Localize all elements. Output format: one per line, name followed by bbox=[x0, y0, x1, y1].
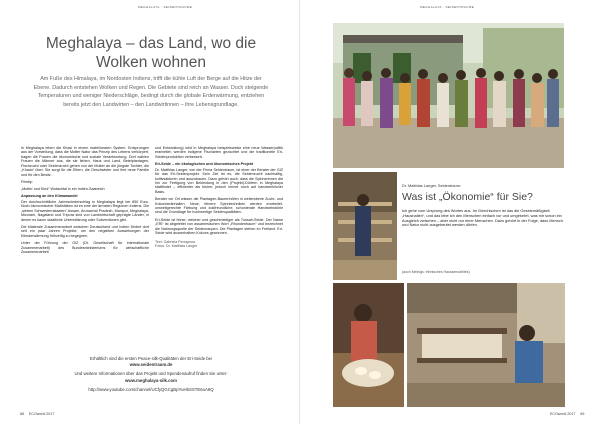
photo-worker bbox=[333, 172, 397, 280]
footer-line: Und weitere Informationen über das Projekt und Spendenaufruf finden Sie unter: bbox=[74, 371, 228, 377]
paragraph: Berater vor Ort wissen die Plantagen-Bauernhöfen in weitersberie Zucht- und Kokonbedinhalten. Neue, feinere Spinntechniken werden erarbeitet, umweltgerechte Färbung und kokfreundliche, schonlerate Handwebstühle sind die Grundlage für hochwertige Seidenqualitäten. bbox=[155, 197, 283, 215]
paragraph: und Entwicklung) wird in Meghalaya beispielsweise eine neue Wasserpolitik erarbeitet; werden indigene Fischarten gezüchtet und die traditionelle Eri-Seidenproduktion verbessert. bbox=[155, 146, 283, 159]
text-column-1 bbox=[21, 146, 149, 257]
article-lead: Am Fuße des Himalaya, im Nordosten Indiens, trifft die kühle Luft der Berge auf die Hitze der Ebene. Dadurch entstehen Wolken und Regen. Die Gebiete sind reich an Wasser. Doch steigende Temperaturen und weniger Niederschläge, bedingt durch die globale Erderwärmung, entziehen bereits jetzt den Landwirten – den Landwirtinnen – ihre Lebensgrundlage. bbox=[33, 76, 269, 108]
paragraph: Der durchschnittliche Jahresniederschlag in Meghalaya liegt bei 850 Euro. Noch ökonomischer Maßstäben ist es eine der ärmsten Regionen Indiens. Die „sieben Schwesternstaaten“ Assam, Arunachal Pradesh, Manipur, Meghalaya, Mizoram, Nagaland und Tripura sind von Landwirtschaft geprägte Länder, in denen es kaum staatliche Unterstützung oder Subventionen gibt. bbox=[21, 199, 149, 222]
section-heading: Eri-Seide – ein ökologisches und ökonomisches Projekt bbox=[155, 162, 254, 167]
footer-link[interactable]: www.seidentraum.de bbox=[129, 362, 173, 368]
page-number-right bbox=[550, 412, 584, 416]
footer-link[interactable]: www.meghalaya-silk.com bbox=[125, 377, 177, 383]
text-credit: Text: Gabriela Pennymos bbox=[155, 239, 196, 244]
section-heading: Anpassung an den Klimawandel bbox=[21, 194, 78, 199]
paragraph: Filmtip: bbox=[21, 179, 33, 184]
photo-woman-weaving bbox=[407, 283, 565, 407]
photo-women-group bbox=[333, 23, 564, 168]
paragraph: Die bilaterale Zusammenarbeit zwischen Deutschland und Indien fördert dort seit ein paar Jahren Projekte, um den negativen Auswirkungen der Klimaerwärmung frühzeitig zu begegnen. bbox=[21, 224, 149, 238]
paragraph: Eri-Seide ist feiner, weicher und geschmeidiger als Tussah-Seide. Der Name „ERI“ ist abgeleitet von assamesischen Wort „Rhundenbaum“ und bezeichnet die Nahrungsquelle der Seidenraupen. Die Plantagen stehen im Freiland. Eri-Seide wird ausserhalben Kokons gewonnen. bbox=[155, 217, 283, 236]
text-column-2 bbox=[155, 146, 283, 248]
sidebox-heading: Was ist „Ökonomie“ für Sie? bbox=[402, 191, 533, 203]
running-head-left: MEGHALAYA · SEIDENTRAUME bbox=[138, 5, 193, 9]
sidebox-text: Ich gehe vom Ursprung des Wortes aus. Im Griechischen ist das die Gesetzmäßigkeit „Haushalten“, und das lebe ich den Menschen einfach vor und umgekehrt, was mir schon ein Ausgleich zwischen – aber nicht nur einer Menschen. Dazu gehört in der Folge, dass Mensch und Natur nicht ausgebeutet werden dürfen. bbox=[402, 208, 563, 228]
photo-woman-cocoons bbox=[333, 283, 404, 407]
paragraph: Unter der Führung der GIZ (Dt. Gesellschaft für internationale Zusammenarbeit) des Bundesministeriums für wirtschaftliche Zusammenarbeit bbox=[21, 241, 149, 255]
article-footer bbox=[20, 356, 282, 393]
footer-link[interactable]: http://www.youtube.com/channel/UCfyQGCgBpYuHbSSTE6oA6Q bbox=[88, 386, 214, 392]
magazine-name: ECOworld 2017 bbox=[550, 412, 576, 416]
photo-credit: Fotos: Dr. Matthias Langer bbox=[155, 243, 198, 248]
footer-line: Erhältlich sind die ersten Peace-silk-Qualitäten der Eri-Seide bei bbox=[89, 356, 213, 361]
page-number-left bbox=[20, 412, 54, 416]
running-head-right: MEGHALAYA · SEIDENTRAUME bbox=[420, 5, 475, 9]
paragraph: „Mutter und Kind“ Wutachtal in ein Indien-Saatreich bbox=[21, 187, 105, 192]
page-number: 89 bbox=[580, 412, 585, 416]
paragraph: In Meghalaya leben die Khasi in einem matrilinearen System. Entsprungen aus der Vorstellung, dass die Mutter Natur das Prinzip des Lebens verkörpert, tragen die Frauen die ökonomische und soziale Verantwortung. Dort wählen Frauen die Männer aus, die sie lieben. Haus und Land, Betelplantagen, Fischzucht oder Seidenzucht gehen von der Mutter an die jüngste Tochter, die „Khadu“ über. Sie sorgt für die Eltern, die Geschwister und ihre neue Familie und für den Besitz. bbox=[21, 146, 149, 177]
paragraph: Dr. Matthias Langer, von der Firma Seidentraum, ist einer der Berater der GIZ für das Eri-Seidenprojekt. Sein Ziel ist es, die Seidenzucht nachhaltig, kultivsakturen und auszubauen. Dazu gehört auch, dass die Spinnerinnen die hin zur Fertigung von Bekleidung in den (Projekt)-Dörfern in Meghalaya stattfindet – effizienter als bisher, jedoch immer noch auf handwerklicher Basis. bbox=[155, 167, 283, 194]
article-title: Meghalaya – das Land, wo die Wolken wohnen bbox=[45, 35, 257, 72]
sidebox-label: Dr. Matthias Langer, Seidentraum: bbox=[402, 183, 462, 188]
magazine-name: ECOworld 2017 bbox=[29, 412, 55, 416]
sidebox-credit: (auch Meinigs: ethnisches Haussennahltes) bbox=[402, 270, 470, 274]
page-number: 88 bbox=[20, 412, 24, 416]
